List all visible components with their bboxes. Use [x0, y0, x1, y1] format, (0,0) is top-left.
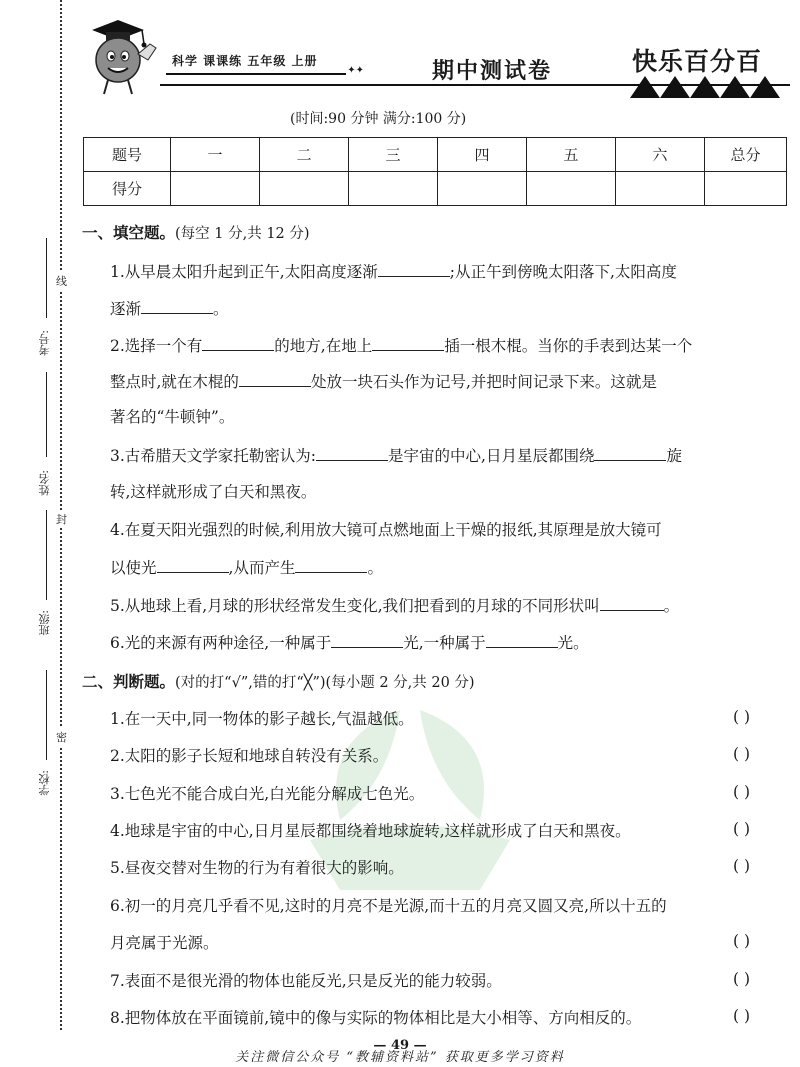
s2-item-2: 2.太阳的影子长短和地球自转没有关系。: [110, 747, 389, 765]
s1-line-7: [110, 481, 316, 503]
s1-text: 著名的“牛顿钟”。: [110, 408, 235, 426]
score-table: [83, 137, 787, 206]
s2-item-5: 5.昼夜交替对生物的行为有着很大的影响。: [110, 859, 404, 877]
score-cell-q3: 三: [349, 138, 438, 172]
section2-title: 二、判断题。: [82, 672, 176, 691]
section1-note: (每空 1 分,共 12 分): [175, 226, 310, 242]
s2-item-8: 8.把物体放在平面镜前,镜中的像与实际的物体相比是大小相等、方向相反的。: [110, 1009, 642, 1027]
binding-blank-class: [46, 510, 47, 600]
s2-item-7: 7.表面不是很光滑的物体也能反光,只是反光的能力较弱。: [110, 972, 502, 990]
answer-blank[interactable]: [316, 444, 388, 461]
score-input-q1[interactable]: [171, 172, 260, 206]
answer-blank[interactable]: [295, 556, 367, 573]
page-number: — 49 —: [373, 1038, 427, 1053]
answer-blank[interactable]: [486, 631, 558, 648]
section2-note: (对的打“√”,错的打“╳”)(每小题 2 分,共 20 分): [175, 675, 475, 691]
answer-blank[interactable]: [600, 594, 664, 611]
s2-item-6-cont: 月亮属于光源。: [110, 934, 219, 952]
s1-text: 4.在夏天阳光强烈的时候,利用放大镜可点燃地面上干燥的报纸,其原理是放大镜可: [110, 521, 662, 539]
s1-text: 逐渐: [110, 300, 142, 318]
binding-label-name: 姓名:: [38, 470, 51, 496]
score-row-label: 得分: [84, 172, 171, 206]
binding-mark-secret: 密: [56, 728, 67, 746]
score-input-q5[interactable]: [527, 172, 616, 206]
s1-text: 光,一种属于: [403, 634, 486, 652]
mascot-logo-icon: [84, 14, 164, 98]
answer-blank[interactable]: [372, 334, 444, 351]
answer-paren[interactable]: ( ): [733, 1007, 751, 1025]
score-cell-title: 题号: [84, 138, 171, 172]
score-cell-q6: 六: [616, 138, 705, 172]
answer-blank[interactable]: [141, 297, 213, 314]
binding-label-class: 班级:: [38, 610, 51, 636]
score-cell-q1: 一: [171, 138, 260, 172]
answer-paren[interactable]: ( ): [733, 857, 751, 875]
s1-text: ;从正午到傍晚太阳落下,太阳高度: [449, 263, 677, 281]
s1-text: 1.从早晨太阳升起到正午,太阳高度逐渐: [110, 263, 378, 281]
s1-text: 是宇宙的中心,日月星辰都围绕: [388, 447, 595, 465]
score-cell-q5: 五: [527, 138, 616, 172]
answer-paren[interactable]: ( ): [733, 708, 751, 726]
s1-line-10: [110, 594, 679, 617]
section2-heading: [82, 670, 475, 692]
header-rule: [160, 84, 790, 86]
s1-line-5: [110, 406, 234, 428]
s2-item-3: 3.七色光不能合成白光,白光能分解成七色光。: [110, 785, 425, 803]
s2-item-1: 1.在一天中,同一物体的影子越长,气温越低。: [110, 710, 414, 728]
score-cell-q4: 四: [438, 138, 527, 172]
s1-line-8: [110, 519, 662, 541]
s1-text: 光。: [557, 634, 589, 652]
exam-title: 期中测试卷: [432, 58, 553, 84]
binding-blank-school: [46, 670, 47, 760]
s1-text: 处放一块石头作为记号,并把时间记录下来。这就是: [310, 373, 657, 391]
answer-paren[interactable]: ( ): [733, 932, 751, 950]
answer-paren[interactable]: ( ): [733, 783, 751, 801]
answer-blank[interactable]: [594, 444, 666, 461]
binding-blank-name: [46, 372, 47, 457]
s1-text: 2.选择一个有: [110, 337, 203, 355]
s1-line-4: [110, 370, 657, 393]
s1-text: 以使光: [110, 559, 157, 577]
score-input-total[interactable]: [705, 172, 787, 206]
s1-text: ,从而产生: [228, 559, 296, 577]
s1-text: 6.光的来源有两种途径,一种属于: [110, 634, 332, 652]
answer-paren[interactable]: ( ): [733, 820, 751, 838]
binding-mark-line: 线: [56, 272, 67, 290]
s1-text: 整点时,就在木棍的: [110, 373, 239, 391]
answer-blank[interactable]: [157, 556, 229, 573]
score-input-q3[interactable]: [349, 172, 438, 206]
time-info: (时间:90 分钟 满分:100 分): [290, 111, 467, 127]
s1-text: 5.从地球上看,月球的形状经常发生变化,我们把看到的月球的不同形状叫: [110, 597, 600, 615]
s1-text: 插一根木棍。当你的手表到达某一个: [444, 337, 693, 355]
brand-title: 快乐百分百: [632, 47, 763, 76]
s1-line-3: [110, 334, 692, 357]
s1-line-6: [110, 444, 682, 467]
section1-title: 一、填空题。: [82, 223, 176, 242]
subject-line: 科学 课课练 五年级 上册: [172, 54, 318, 68]
answer-blank[interactable]: [378, 260, 450, 277]
s1-text: 的地方,在地上: [274, 337, 373, 355]
s1-line-9: [110, 556, 383, 579]
footer-text: 关注微信公众号 “教辅资料站” 获取更多学习资料: [235, 1050, 565, 1065]
score-cell-q2: 二: [260, 138, 349, 172]
brand-mountains-icon: [630, 74, 786, 100]
s1-text: 3.古希腊天文学家托勒密认为:: [110, 447, 317, 465]
score-cell-total: 总分: [705, 138, 787, 172]
s2-item-6: 6.初一的月亮几乎看不见,这时的月亮不是光源,而十五的月亮又圆又亮,所以十五的: [110, 897, 667, 915]
score-input-q2[interactable]: [260, 172, 349, 206]
s1-line-11: [110, 631, 589, 654]
binding-label-exam-no: 考号:: [38, 330, 51, 356]
s1-text: 。: [367, 559, 383, 577]
subject-underline-arrow: [166, 73, 346, 75]
s1-line-1: [110, 260, 677, 283]
score-input-q6[interactable]: [616, 172, 705, 206]
score-input-q4[interactable]: [438, 172, 527, 206]
binding-blank-exam-no: [46, 238, 47, 318]
section1-heading: [82, 221, 310, 243]
answer-paren[interactable]: ( ): [733, 970, 751, 988]
s2-item-4: 4.地球是宇宙的中心,日月星辰都围绕着地球旋转,这样就形成了白天和黑夜。: [110, 822, 631, 840]
score-table-score-row: [84, 172, 787, 206]
s1-text: 转,这样就形成了白天和黑夜。: [110, 483, 317, 501]
answer-blank[interactable]: [331, 631, 403, 648]
binding-label-school: 学校:: [38, 770, 51, 796]
answer-blank[interactable]: [202, 334, 274, 351]
s1-text: 。: [213, 300, 229, 318]
binding-mark-seal: 封: [56, 510, 67, 528]
s1-line-2: [110, 297, 229, 320]
s1-text: 旋: [666, 447, 682, 465]
answer-paren[interactable]: ( ): [733, 745, 751, 763]
answer-blank[interactable]: [239, 370, 311, 387]
s1-text: 。: [663, 597, 680, 615]
score-table-header-row: [84, 138, 787, 172]
